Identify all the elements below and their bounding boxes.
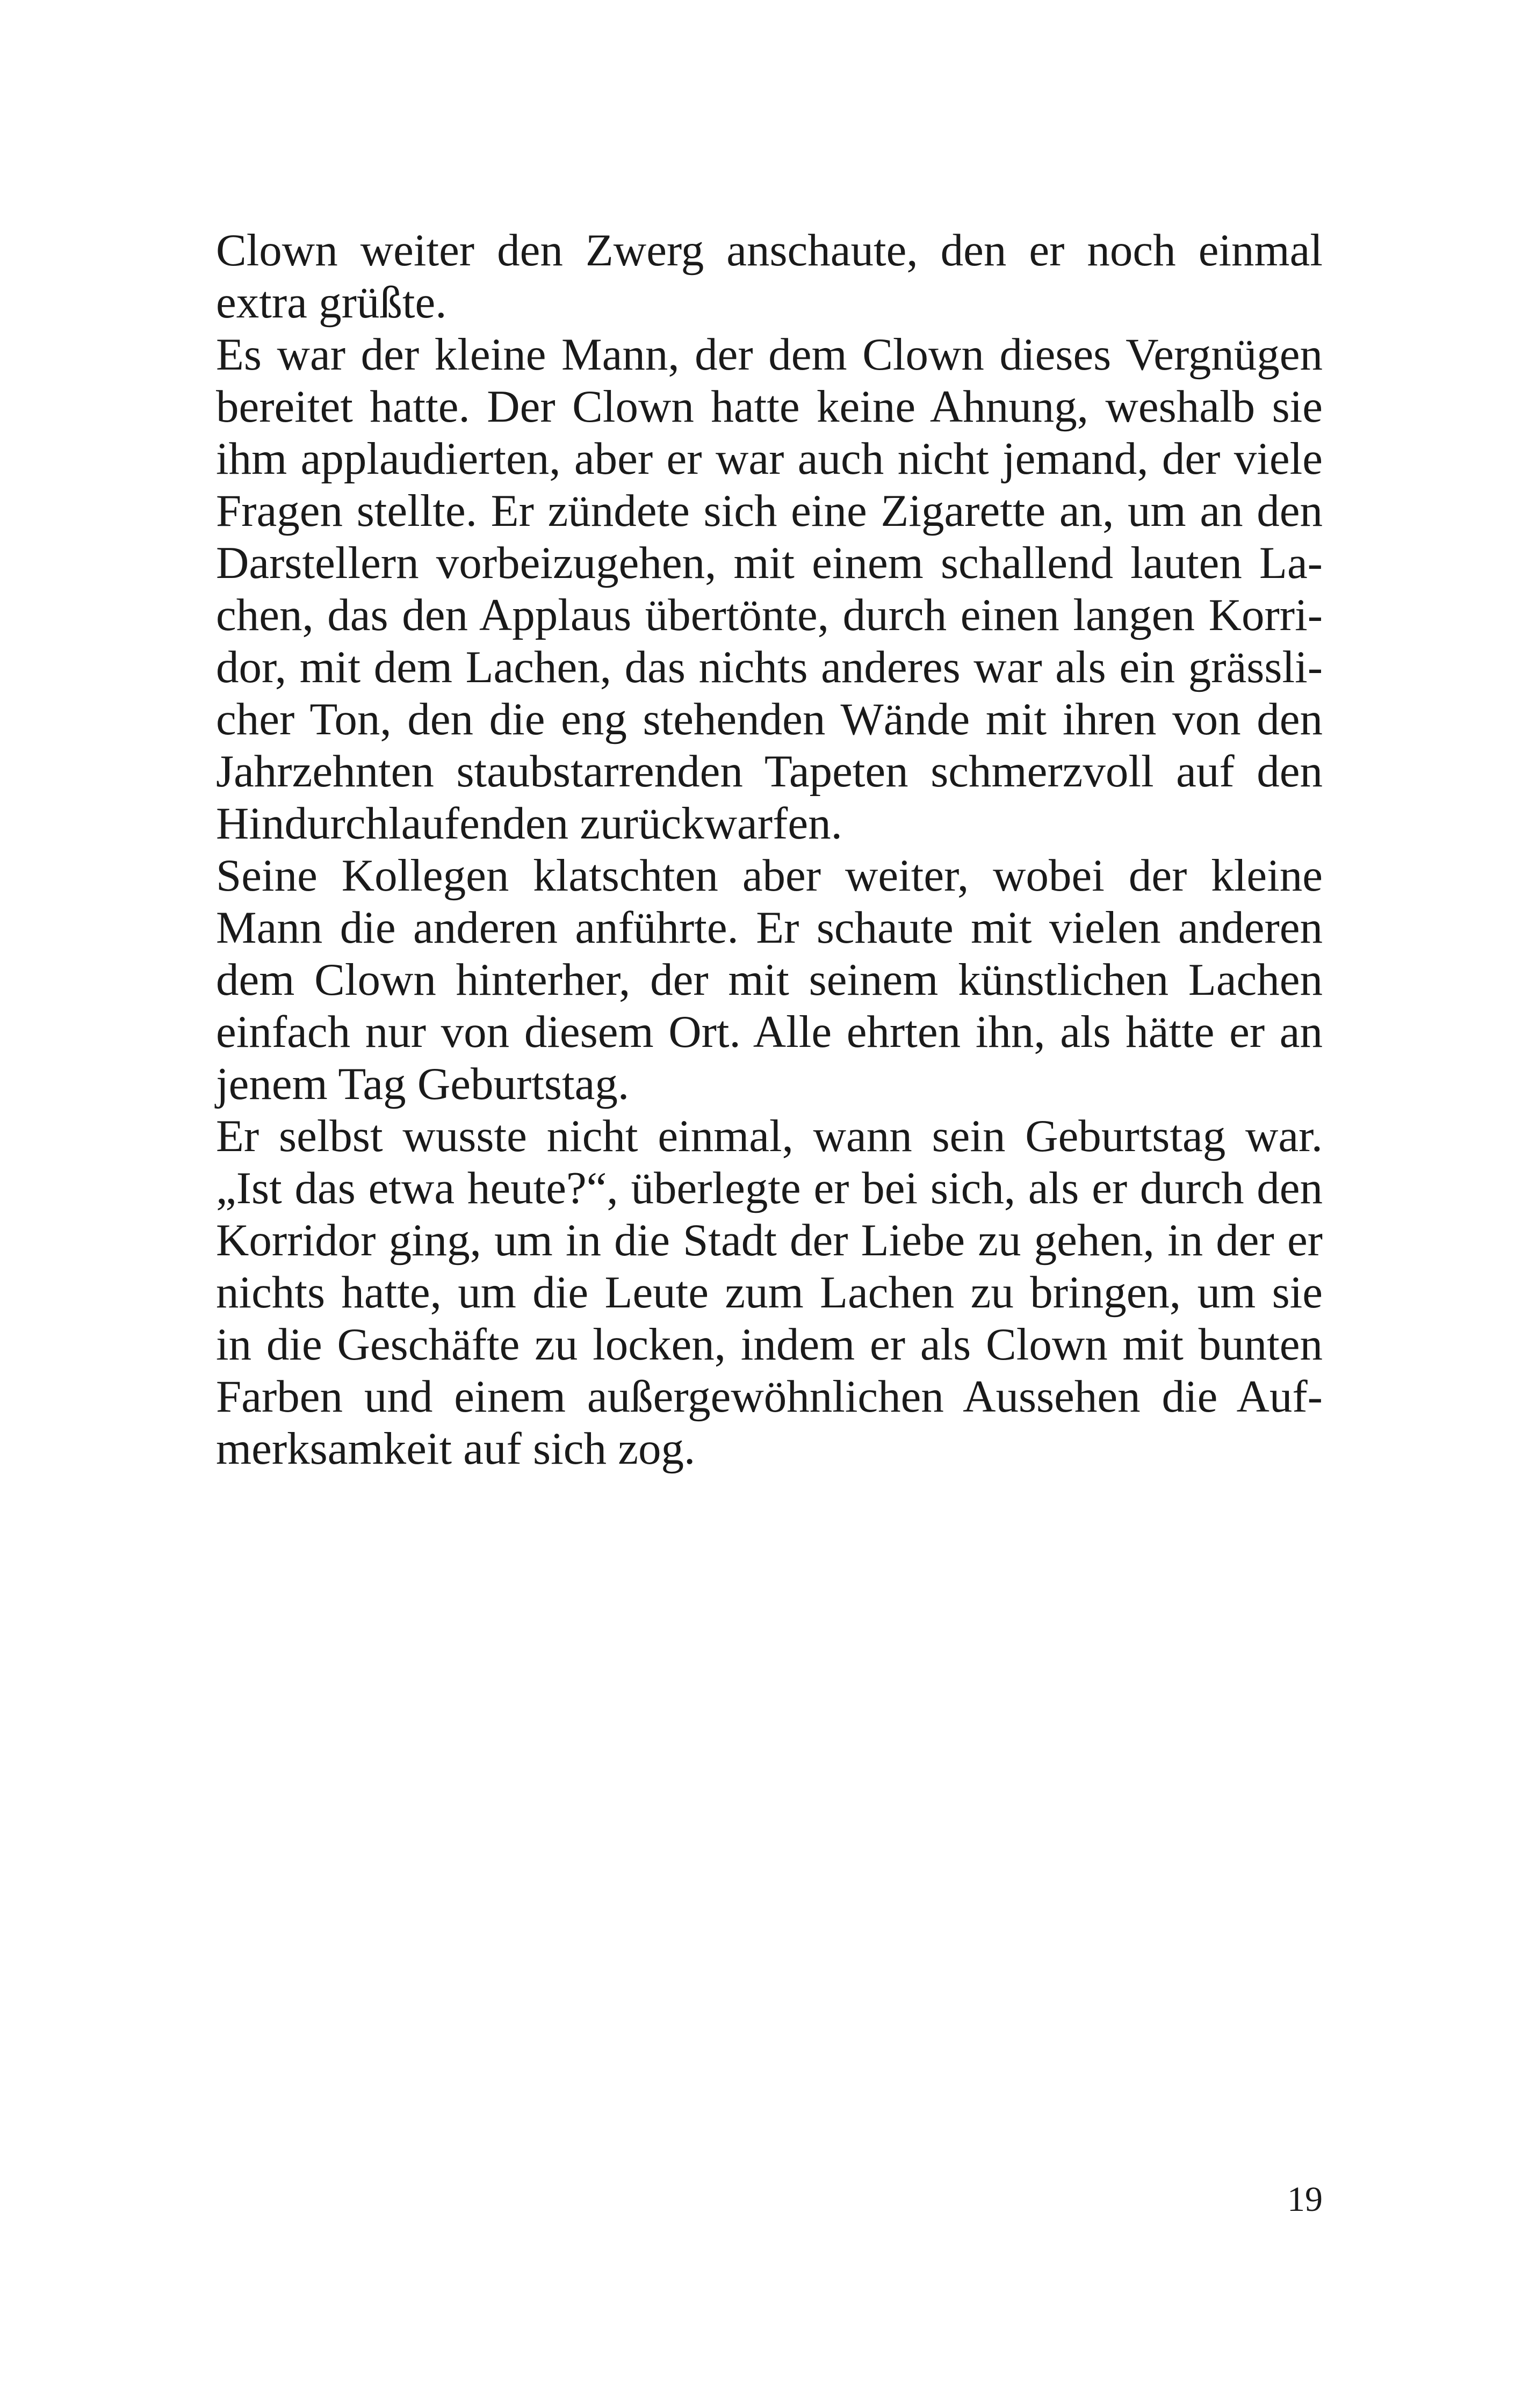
text-line: dem Clown hinterher, der mit seinem künstlichen Lachen <box>216 954 1323 1005</box>
text-line: Jahrzehnten staubstarrenden Tapeten schmerzvoll auf den <box>216 746 1323 797</box>
text-line: Korridor ging, um in die Stadt der Liebe zu gehen, in der er <box>216 1215 1323 1266</box>
text-line: Fragen stellte. Er zündete sich eine Zigarette an, um an den <box>216 486 1323 536</box>
text-line: Clown weiter den Zwerg anschaute, den er noch einmal <box>216 225 1323 276</box>
text-line: merksamkeit auf sich zog. <box>216 1423 696 1474</box>
text-line: Er selbst wusste nicht einmal, wann sein Geburtstag war. <box>216 1111 1323 1161</box>
text-line: Es war der kleine Mann, der dem Clown dieses Vergnügen <box>216 329 1323 380</box>
page-number: 19 <box>1287 2180 1323 2219</box>
text-line: „Ist das etwa heute?“, überlegte er bei sich, als er durch den <box>216 1163 1323 1213</box>
text-line: jenem Tag Geburtstag. <box>216 1059 630 1109</box>
text-line: bereitet hatte. Der Clown hatte keine Ahnung, weshalb sie <box>216 381 1323 432</box>
text-line: nichts hatte, um die Leute zum Lachen zu bringen, um sie <box>216 1267 1323 1318</box>
body-text <box>216 225 1323 1475</box>
text-line: cher Ton, den die eng stehenden Wände mit ihren von den <box>216 694 1323 744</box>
text-line: Seine Kollegen klatschten aber weiter, wobei der kleine <box>216 850 1323 901</box>
text-line: einfach nur von diesem Ort. Alle ehrten ihn, als hätte er an <box>216 1007 1323 1057</box>
text-line: in die Geschäfte zu locken, indem er als Clown mit bunten <box>216 1319 1323 1370</box>
text-line: Mann die anderen anführte. Er schaute mit vielen anderen <box>216 902 1323 953</box>
text-line: Darstellern vorbeizugehen, mit einem schallend lauten La- <box>216 538 1323 588</box>
text-line: Farben und einem außergewöhnlichen Aussehen die Auf- <box>216 1371 1323 1422</box>
text-line: ihm applaudierten, aber er war auch nicht jemand, der viele <box>216 433 1323 484</box>
text-line: extra grüßte. <box>216 277 447 328</box>
text-line: chen, das den Applaus übertönte, durch einen langen Korri- <box>216 590 1323 640</box>
text-line: dor, mit dem Lachen, das nichts anderes war als ein grässli- <box>216 642 1323 692</box>
text-line: Hindurchlaufenden zurückwarfen. <box>216 798 842 849</box>
